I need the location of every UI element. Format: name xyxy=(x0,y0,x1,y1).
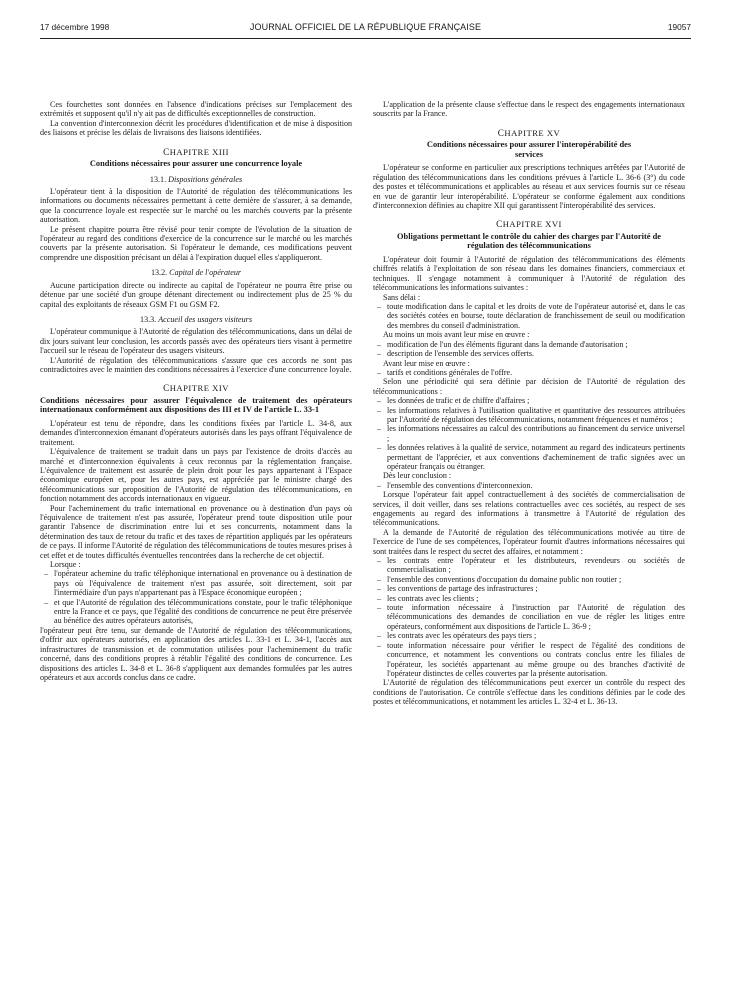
header-date: 17 décembre 1998 xyxy=(40,22,110,32)
list-item: – modification de l'un des éléments figurant dans la demande d'autorisation ; xyxy=(387,340,685,349)
dash-list xyxy=(373,340,685,359)
section-number: 13.1. xyxy=(149,174,167,184)
paragraph: Lorsque l'opérateur fait appel contractuellement à des sociétés de commercialisation de services, il doit veiller, dans ses relations contractuelles avec ces sociétés, au respect de ses engagements au regard des informations à transmettre à l'Autorité de régulation des télécommunications. xyxy=(373,490,685,528)
paragraph: Dès leur conclusion : xyxy=(383,471,452,481)
chapter-label: CHAPITRE XVI xyxy=(496,219,562,230)
list-item: – description de l'ensemble des services offerts. xyxy=(387,349,685,358)
section-title: Dispositions générales xyxy=(168,174,243,184)
section-number: 13.3. xyxy=(140,314,157,324)
header-journal-title: JOURNAL OFFICIEL DE LA RÉPUBLIQUE FRANÇAISE xyxy=(249,22,482,32)
chapter-label: CHAPITRE XIV xyxy=(163,383,229,394)
dash-list xyxy=(373,396,685,471)
paragraph: L'opérateur communique à l'Autorité de régulation des télécommunications, dans un délai de dix jours suivant leur conclusion, les accords passés avec des opérateurs tiers visant à permettre l'accueil sur le réseau de l'opérateur des usagers visiteurs. xyxy=(40,327,352,356)
dash-list xyxy=(373,481,685,490)
paragraph: Au moins un mois avant leur mise en œuvre : xyxy=(383,330,530,340)
paragraph: L'application de la présente clause s'effectue dans le respect des engagements internationaux souscrits par la France. xyxy=(373,100,685,119)
list-item: – les données relatives à la qualité de service, notamment au regard des indicateurs pertinents permettant de l'apprécier, et aux conventions d'acheminement de trafic signées avec un opérateur français ou étranger. xyxy=(387,443,685,471)
dash-list xyxy=(40,569,352,625)
paragraph: L'Autorité de régulation des télécommunications peut exercer un contrôle du respect des conditions de l'autorisation. Ce contrôle s'effectue dans les conditions définies par le code des postes et télécommunications, et notamment les articles L. 32-4 et L. 36-13. xyxy=(373,678,685,707)
dash-list xyxy=(373,556,685,678)
chapter-title: Obligations permettant le contrôle du cahier des charges par l'Autorité de régulation des télécommunications xyxy=(397,231,661,251)
list-item: – les informations relatives à l'utilisation qualitative et quantitative des ressources attribuées par l'Autorité de régulation des télécommunications, notamment fréquences et numéros ; xyxy=(387,406,685,425)
section-number: 13.2. xyxy=(150,268,168,278)
paragraph: Lorsque : xyxy=(50,560,81,570)
paragraph: La convention d'interconnexion décrit les procédures d'identification et de mise à disposition des liaisons et précise les délais de livraisons des liaisons identifiées. xyxy=(40,118,352,138)
paragraph: L'Autorité de régulation des télécommunications s'assure que ces accords ne sont pas contradictoires avec le maintien des conditions nécessaires à l'exercice d'une concurrence loyale. xyxy=(40,355,352,374)
section-heading xyxy=(40,268,352,277)
chapter-title: Conditions nécessaires pour assurer l'équivalence de traitement des opérateurs internationaux conformément aux dispositions des III et IV de l'article L. 33-1 xyxy=(40,395,352,415)
paragraph: L'opérateur tient à la disposition de l'Autorité de régulation des télécommunications les informations ou documents nécessaires permettant à cette dernière de s'assurer, à sa demande, que la concurrence loyale est respectée sur le marché ou les marchés couverts par la présente autorisation. xyxy=(40,187,352,225)
chapter-title: Conditions nécessaires pour assurer une concurrence loyale xyxy=(89,159,303,169)
list-item: – toute modification dans le capital et les droits de vote de l'opérateur autorisé et, dans le cas des sociétés cotées en bourse, toute déclaration de franchissement de seuil ou modification des membres du conseil d'administration. xyxy=(387,302,685,330)
section-title: Accueil des usagers visiteurs xyxy=(158,314,252,324)
paragraph: Pour l'acheminement du trafic international en provenance ou à destination d'un pays où l'équivalence de traitement n'est pas assurée, l'opérateur prend toute disposition utile pour garantir l'absence de discrimination entre lui et ses concurrents, notamment dans la détermination des taux de retour du trafic et des taxes de répartition appliqués par les opérateurs de ce pays. Il informe l'Autorité de régulation des télécommunications de toutes mesures prises à cet effet et de toutes difficultés éventuelles rencontrées dans la recherche de cet objectif. xyxy=(40,503,352,560)
page-header xyxy=(40,22,691,38)
list-item: – les données de trafic et de chiffre d'affaires ; xyxy=(387,396,685,405)
list-item: – les contrats avec les opérateurs des pays tiers ; xyxy=(387,631,685,640)
dash-list xyxy=(373,302,685,330)
paragraph: l'opérateur peut être tenu, sur demande de l'Autorité de régulation des télécommunications, d'offrir aux opérateurs autorisés, en application des articles L. 33-1 et L. 34-1, l'accès aux infrastructures de transmission et de commutation utilisées pour l'acheminement du trafic concerné, dans des conditions propres à rétablir l'égalité des conditions de concurrence. Les dispositions des articles L. 34-8 et L. 36-8 s'appliquent aux demandes formulées par les autres opérateurs et aux accords conclus dans ce cadre. xyxy=(40,625,352,682)
paragraph: L'opérateur est tenu de répondre, dans les conditions fixées par l'article L. 34-8, aux demandes d'interconnexion émanant d'opérateurs autorisés dans les pays offrant l'équivalence de traitement. xyxy=(40,418,352,447)
section-title: Capital de l'opérateur xyxy=(169,268,242,278)
list-item: – toute information nécessaire à l'instruction par l'Autorité de régulation des télécommunications des demandes de conciliation en vue de régler les litiges entre opérateurs, conformément aux dispositions de l'article L. 36-9 ; xyxy=(387,603,685,631)
paragraph: Ces fourchettes sont données en l'absence d'indications précises sur l'emplacement des extrémités et supposent qu'il n'y ait pas de difficultés exceptionnelles de construction. xyxy=(40,100,352,119)
paragraph: Sans délai : xyxy=(383,292,421,302)
right-column xyxy=(373,100,685,707)
dash-list xyxy=(373,368,685,377)
list-item: – les contrats entre l'opérateur et les distributeurs, revendeurs ou sociétés de commercialisation ; xyxy=(387,556,685,575)
section-heading xyxy=(40,315,352,324)
section-heading xyxy=(40,175,352,184)
list-item: – l'ensemble des conventions d'occupation du domaine public non routier ; xyxy=(387,575,685,584)
header-page-number: 19057 xyxy=(667,22,691,32)
chapter-title: Conditions nécessaires pour assurer l'interopérabilité des services xyxy=(426,140,632,159)
paragraph: L'opérateur doit fournir à l'Autorité de régulation des télécommunications des éléments chiffrés relatifs à l'exploitation de son réseau dans les domaines financiers, commerciaux et techniques. Il s'engage notamment à communiquer à l'Autorité de régulation des télécommunications les informations suivantes : xyxy=(373,255,685,293)
paragraph: A la demande de l'Autorité de régulation des télécommunications motivée au titre de l'exercice de l'une de ses compétences, l'opérateur fournit d'autres informations nécessaires qui sont traitées dans le respect du secret des affaires, et notamment : xyxy=(373,527,685,556)
paragraph: Selon une périodicité qui sera définie par décision de l'Autorité de régulation des télécommunications : xyxy=(373,377,685,396)
left-column xyxy=(40,100,352,682)
chapter-label: CHAPITRE XIII xyxy=(163,146,229,157)
chapter-label: CHAPITRE XV xyxy=(497,127,561,138)
list-item: – et que l'Autorité de régulation des télécommunications constate, pour le trafic téléphonique entre la France et ce pays, que l'égalité des conditions de concurrence ne peut être préservée au bénéfice des autres opérateurs autorisés, xyxy=(54,598,352,626)
list-item: – l'ensemble des conventions d'interconnexion. xyxy=(387,481,685,490)
paragraph: Avant leur mise en œuvre : xyxy=(383,358,470,368)
paragraph: Le présent chapitre pourra être révisé pour tenir compte de l'évolution de la situation de l'opérateur au regard des conditions d'exercice de la concurrence sur le marché ou les marchés couverts par la présente autorisation. Si l'opérateur le demande, ces modifications peuvent comprendre une disposition précisant un délai à l'expiration duquel elles s'appliqueront. xyxy=(40,224,352,262)
list-item: – l'opérateur achemine du trafic téléphonique international en provenance ou à destination de pays où l'équivalence de traitement n'est pas assurée, soit directement, soit par l'intermédiaire d'un pays n'appartenant pas à l'Espace économique européen ; xyxy=(54,569,352,597)
paragraph: L'opérateur se conforme en particulier aux prescriptions techniques arrêtées par l'Autorité de régulation des télécommunications dans les conditions prévues à l'article L. 36-6 (3°) du code des postes et télécommunications et applicables au réseau et aux services fournis sur ce réseau en vue de garantir leur interopérabilité. L'opérateur se conforme également aux conditions d'interconnexion définies au chapitre XII qui garantissent l'interopérabilité des services. xyxy=(373,163,685,211)
list-item: – les informations nécessaires au calcul des contributions au financement du service universel ; xyxy=(387,424,685,443)
paragraph: L'équivalence de traitement se traduit dans un pays par l'existence de droits d'accès au marché et d'interconnexion équivalents à ceux reconnus par la réglementation française. L'équivalence de traitement est assurée de plein droit pour les pays appartenant à l'Espace économique européen et, pour les autres pays, est appréciée par le ministre chargé des télécommunications sur proposition de l'Autorité de régulation des télécommunications, en fonction notamment des accords internationaux en vigueur. xyxy=(40,447,352,504)
list-item: – les conventions de partage des infrastructures ; xyxy=(387,584,685,593)
list-item: – toute information nécessaire pour vérifier le respect de l'égalité des conditions de concurrence, et notamment les conventions ou contrats conclus entre les filiales de l'opérateur, les sociétés appartenant au même groupe ou des branches d'activité de l'opérateur distinctes de celles couvertes par la présente autorisation. xyxy=(387,641,685,679)
list-item: – les contrats avec les clients ; xyxy=(387,594,685,603)
header-rule xyxy=(40,38,691,39)
paragraph: Aucune participation directe ou indirecte au capital de l'opérateur ne pourra être prise ou détenue par une société d'un groupe détenant directement ou indirectement plus de 25 % du capital des exploitants de réseaux GSM F1 ou GSM F2. xyxy=(40,280,352,309)
list-item: – tarifs et conditions générales de l'offre. xyxy=(387,368,685,377)
